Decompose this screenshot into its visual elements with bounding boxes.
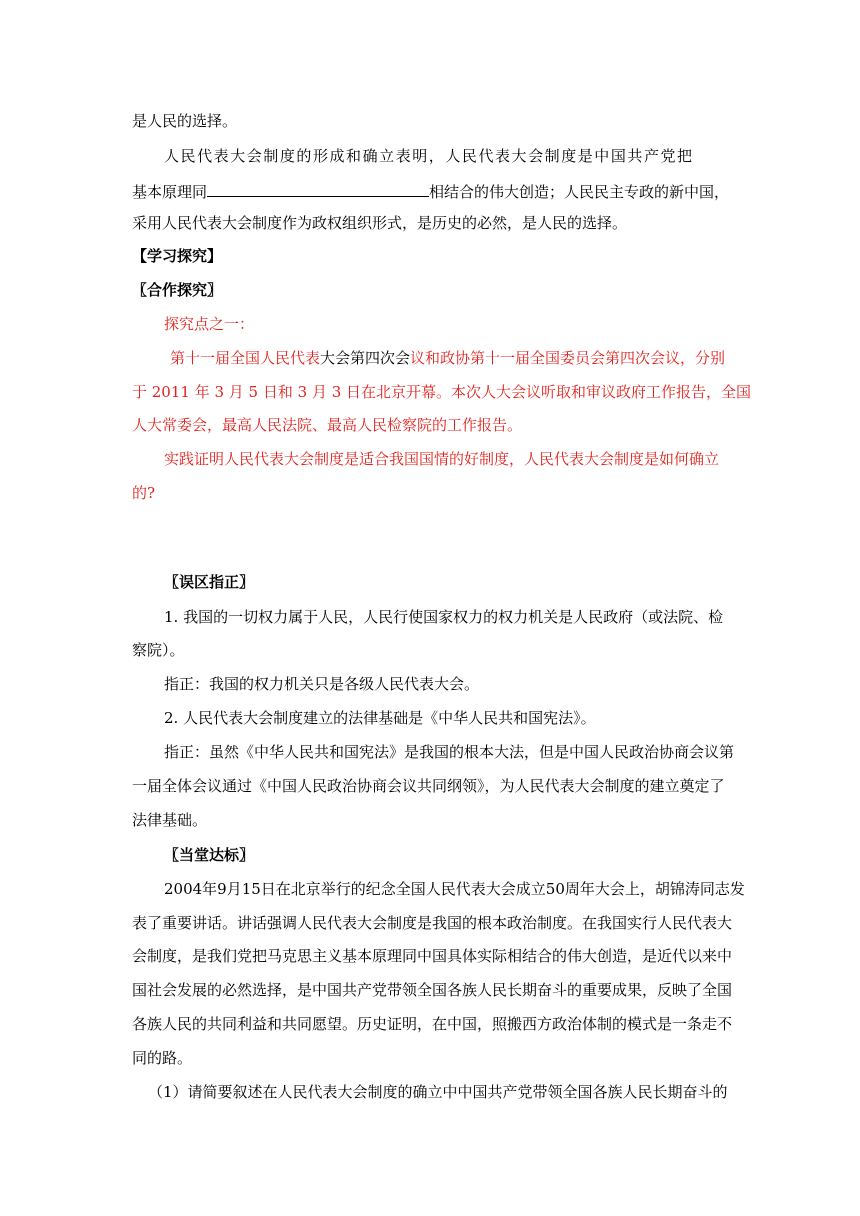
explore-question-line: 的?	[132, 484, 156, 502]
paragraph-continuation: 是人民的选择。	[132, 112, 238, 130]
passage-line: 表了重要讲话。讲话强调人民代表大会制度是我国的根本政治制度。在我国实行人民代表大	[132, 914, 733, 932]
section-heading: 【学习探究】	[132, 247, 223, 265]
explore-question-line: 实践证明人民代表大会制度是适合我国国情的好制度，人民代表大会制度是如何确立	[164, 450, 720, 468]
explore-paragraph-line: 于 2011 年 3 月 5 日和 3 月 3 日在北京开幕。本次人大会议听取和审议政府工作报告，全国	[132, 383, 752, 401]
mistake-line: 2. 人民代表大会制度建立的法律基础是《中华人民共和国宪法》。	[164, 709, 596, 727]
section-heading: 〖误区指正〗	[164, 573, 255, 591]
explore-paragraph-line: 人大常委会，最高人民法院、最高人民检察院的工作报告。	[132, 416, 523, 434]
passage-line: 会制度，是我们党把马克思主义基本原理同中国具体实际相结合的伟大创造，是近代以来中	[132, 947, 733, 965]
line-text: 第十一届全国人民代表	[170, 349, 321, 367]
explore-paragraph-line	[170, 348, 725, 368]
passage-line: 各族人民的共同利益和共同愿望。历史证明，在中国，照搬西方政治体制的模式是一条走不	[132, 1015, 733, 1033]
mistake-line: 察院）。	[132, 641, 185, 659]
mistake-line: 1. 我国的一切权力属于人民，人民行使国家权力的权力机关是人民政府（或法院、检	[164, 608, 724, 626]
passage-line: 2004年9月15日在北京举行的纪念全国人民代表大会成立50周年大会上，胡锦涛同志发	[164, 880, 745, 898]
line-text: 大会第四次会	[320, 349, 411, 367]
passage-line: 国社会发展的必然选择，是中国共产党带领全国各族人民长期奋斗的重要成果，反映了全国	[132, 981, 733, 999]
question-line: （1）请简要叙述在人民代表大会制度的确立中中国共产党带领全国各族人民长期奋斗的	[148, 1083, 728, 1101]
passage-line: 同的路。	[132, 1049, 193, 1067]
paragraph-line: 人民代表大会制度的形成和确立表明，人民代表大会制度是中国共产党把	[164, 147, 694, 165]
paragraph-line	[132, 180, 729, 202]
correction-line: 法律基础。	[132, 811, 208, 829]
correction-line: 一届全体会议通过《中国人民政治协商会议共同纲领》，为人民代表大会制度的建立奠定了	[132, 777, 725, 795]
line-text: 基本原理同	[132, 183, 208, 201]
line-text: 相结合的伟大创造；人民民主专政的新中国，	[429, 183, 730, 201]
correction-line: 指正：虽然《中华人民共和国宪法》是我国的根本大法，但是中国人民政治协商会议第	[164, 743, 735, 761]
explore-label: 探究点之一：	[164, 315, 255, 333]
paragraph-line: 采用人民代表大会制度作为政权组织形式，是历史的必然，是人民的选择。	[132, 214, 628, 232]
line-text: 议和政协第十一届全国委员会第四次会议，分别	[410, 349, 726, 367]
section-heading: 〖当堂达标〗	[164, 846, 255, 864]
section-heading: 〖合作探究〗	[132, 281, 223, 299]
correction-line: 指正：我国的权力机关只是各级人民代表大会。	[164, 675, 480, 693]
fill-in-blank[interactable]	[207, 180, 429, 197]
